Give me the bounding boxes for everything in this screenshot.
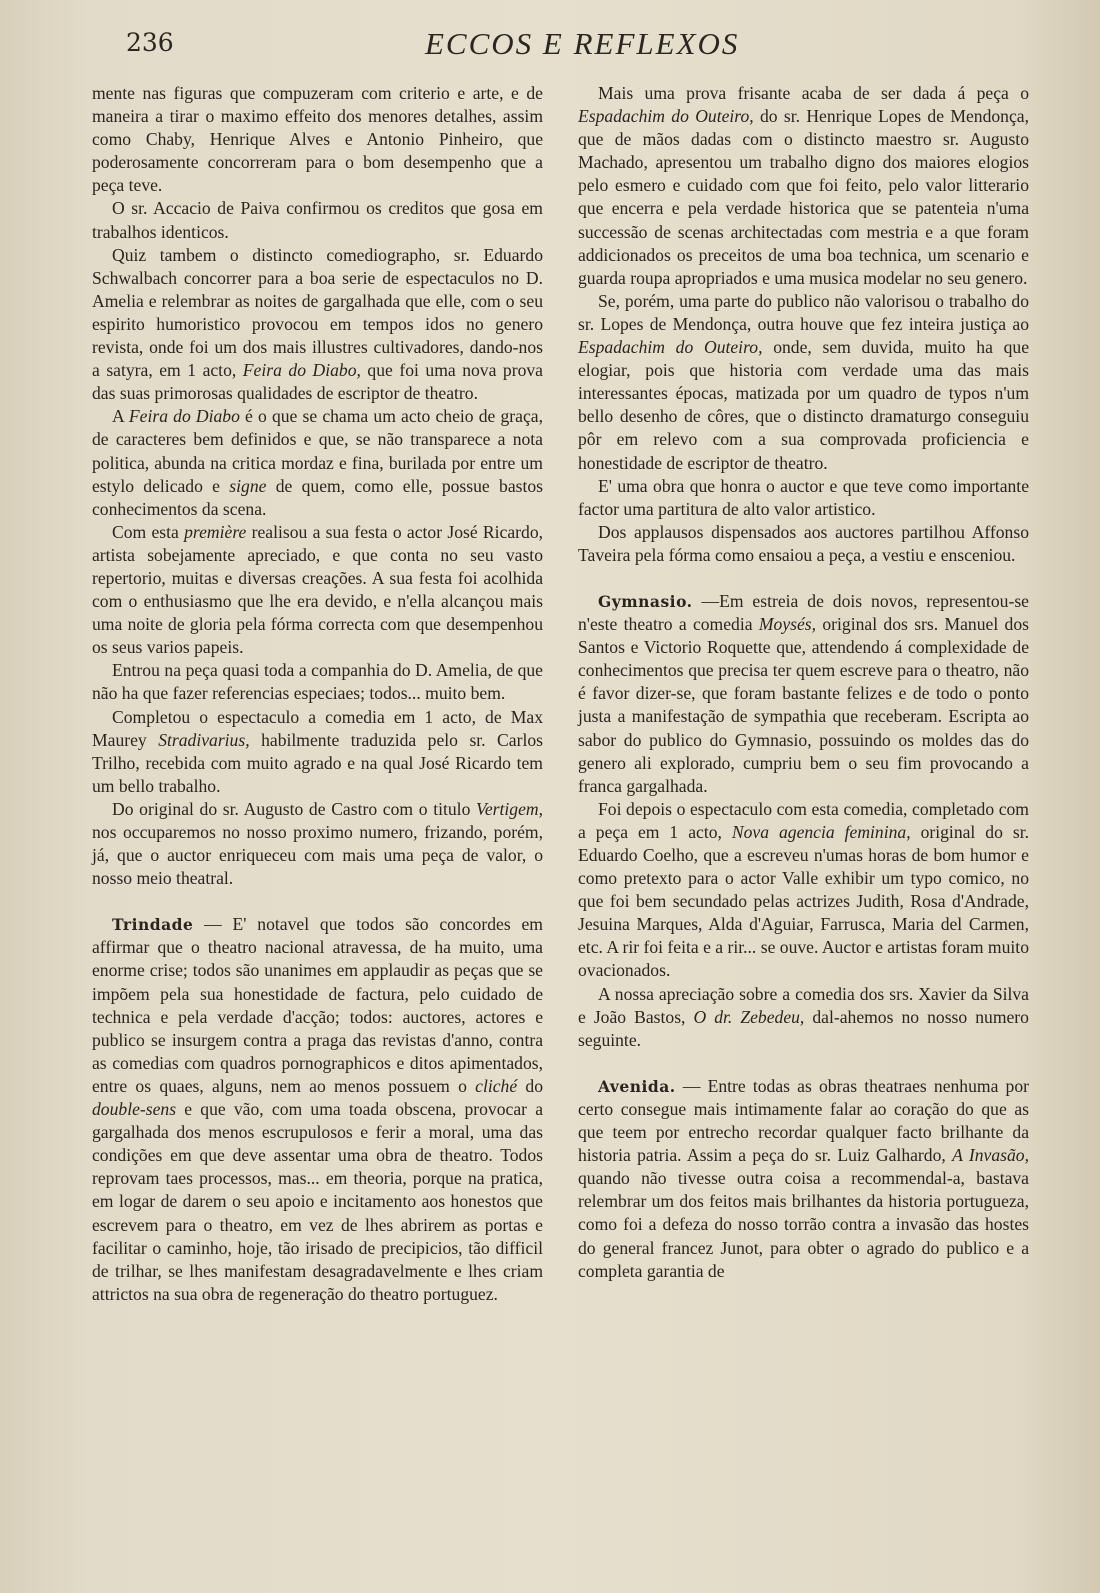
paragraph: O sr. Accacio de Paiva confirmou os creditos que gosa em trabalhos identicos.	[92, 198, 543, 242]
paragraph: mente nas figuras que compuzeram com criterio e arte, e de maneira a tirar o maximo effeito dos menores detalhes, assim como Chaby, Henrique Alves e Antonio Pinheiro, que poderosamente concorreram para o bom desempenho que a peça teve.	[92, 83, 543, 196]
page-number: 236	[126, 28, 174, 57]
paragraph: Mais uma prova frisante acaba de ser dada á peça o Espadachim do Outeiro, do sr. Henrique Lopes de Mendonça, que de mãos dadas com o distincto maestro sr. Augusto Machado, apresentou um trabalho digno dos maiores elogios pelo esmero e cuidado com que foi feito, pelo valor litterario que encerra e pela verdade historica que se patenteia n'uma successão de scenas architectadas com mestria e a que foram addicionados os preceitos de uma boa technica, um scenario e guarda roupa apropriados e uma musica modelar no seu genero.	[578, 83, 1029, 288]
play-title: O dr. Zebedeu,	[693, 1006, 805, 1027]
section-heading-trindade: Trindade	[112, 915, 194, 935]
paragraph: Com esta première realisou a sua festa o actor José Ricardo, artista sobejamente apreciado, e que conta no seu vasto repertorio, muitas e diversas creações. A sua festa foi acolhida com o enthusiasmo que lhe era devido, e n'ella alcançou mais uma noite de gloria pela fórma correcta com que desempenhou os seus varios papeis.	[92, 521, 544, 658]
section-heading-avenida: Avenida.	[598, 1076, 676, 1096]
paragraph: A nossa apreciação sobre a comedia dos srs. Xavier da Silva e João Bastos, O dr. Zebedeu, dal-ahemos no nosso numero seguinte.	[578, 983, 1029, 1050]
play-title: Vertigem,	[476, 798, 543, 819]
section-gymnasio: Gymnasio. —Em estreia de dois novos, representou-se n'este theatro a comedia Moysés, original dos srs. Manuel dos Santos e Victorio Roquette que, attendendo á complexidade de conhecimentos que precisa ter quem escreve para o theatro, não é favor dizer-se, que foram bastante felizes e de todo o ponto justa a manifestação de sympathia que receberam. Escripta ao sabor do publico do Gymnasio, possuindo os moldes das do genero ali explorado, cumpriu bem o seu fim provocando a franca gargalhada.	[578, 590, 1029, 796]
page-header	[0, 24, 1100, 64]
paragraph: Entrou na peça quasi toda a companhia do D. Amelia, de que não ha que fazer referencias especiaes; todos... muito bem.	[92, 660, 543, 704]
play-title: Nova agencia feminina,	[731, 821, 911, 842]
left-column	[92, 82, 543, 1306]
paragraph: A Feira do Diabo é o que se chama um acto cheio de graça, de caracteres bem definidos e que, se não transparece a nota politica, abunda na critica mordaz e fina, burilada por entre um estylo delicado e signe de quem, como elle, possue bastos conhecimentos da scena.	[92, 406, 544, 519]
play-title: Espadachim do Outeiro,	[578, 106, 754, 127]
play-title: Moysés,	[758, 614, 817, 635]
paragraph: Se, porém, uma parte do publico não valorisou o trabalho do sr. Lopes de Mendonça, outra houve que fez inteira justiça ao Espadachim do Outeiro, onde, sem duvida, muito ha que elogiar, pois que historia com verdade uma das mais interessantes épocas, matizada por um quadro de typos n'um bello desenho de côres, que o distincto dramaturgo conseguiu pôr em relevo com a sua comprovada proficiencia e honestidade de escriptor de theatro.	[578, 290, 1029, 473]
play-title: Feira do Diabo,	[242, 360, 361, 381]
paragraph: Dos applausos dispensados aos auctores partilhou Affonso Taveira pela fórma como ensaiou a peça, a vestiu e ensceniou.	[578, 521, 1029, 565]
paragraph: Foi depois o espectaculo com esta comedia, completado com a peça em 1 acto, Nova agencia feminina, original do sr. Eduardo Coelho, que a escreveu n'umas horas de bom humor e como pretexto para o actor Valle exhibir um typo comico, no que foi bem secundado pelas actrizes Judith, Rosa d'Andrade, Jesuina Marques, Alda d'Aguiar, Farrusca, Maria del Carmen, etc. A rir foi feita e a rir... se ouve. Auctor e artistas foram muito ovacionados.	[578, 798, 1029, 981]
paragraph: Quiz tambem o distincto comediographo, sr. Eduardo Schwalbach concorrer para a boa serie de espectaculos no D. Amelia e relembrar as noites de gargalhada que elle, com o seu espirito humoristico provocou em tempos idos no genero revista, onde foi um dos mais illustres cultivadores, dando-nos a satyra, em 1 acto, Feira do Diabo, que foi uma nova prova das suas primorosas qualidades de escriptor de theatro.	[92, 244, 543, 404]
play-title: A Invasão,	[952, 1145, 1029, 1166]
play-title: Stradivarius,	[158, 729, 250, 750]
section-trindade: Trindade — E' notavel que todos são concordes em affirmar que o theatro nacional atravessa, de ha muito, uma enorme crise; todos são unanimes em applaudir as peças que se impõem pela sua honestidade de factura, pelo cuidado de technica e pela verdade d'acção; todos: auctores, actores e publico se insurgem contra a praga das revistas d'anno, contra as comedias com quadros pornographicos e ditos apimentados, entre os quaes, alguns, nem ao menos possuem o cliché do double-sens e que vão, com uma toada obscena, provocar a gargalhada dos menos escrupulosos e ferir a moral, uma das condições em que deve assentar uma obra de theatro. Todos reprovam taes processos, mas... em theoria, porque na pratica, em logar de darem o seu apoio e incitamento aos honestos que escrevem para o theatro, em vez de lhes abrirem as portas e facilitar o caminho, hoje, tão irisado de precipicios, tão difficil de trilhar, se lhes manifestam desagradavelmente e lhes criam attrictos na sua obra de regeneração do theatro portuguez.	[92, 914, 544, 1304]
play-title: Feira do Diabo	[128, 406, 240, 427]
section-avenida: Avenida. — Entre todas as obras theatraes nenhuma por certo consegue mais intimamente falar ao coração do que as que teem por entrecho recordar qualquer facto brilhante da historia patria. Assim a peça do sr. Luiz Galhardo, A Invasão, quando não tivesse outra coisa a recommendal-a, bastava relembrar um dos feitos mais brilhantes da historia portugueza, como foi a defeza do nosso torrão contra a invasão das hostes do general francez Junot, para obter o agrado do publico e a completa garantia de	[578, 1075, 1029, 1281]
play-title: Espadachim do Outeiro,	[578, 337, 763, 358]
paragraph: E' uma obra que honra o auctor e que teve como importante factor uma partitura de alto valor artistico.	[578, 475, 1029, 519]
right-column	[578, 82, 1029, 1283]
paragraph: Do original do sr. Augusto de Castro com o titulo Vertigem, nos occuparemos no nosso proximo numero, frizando, porém, já, que o auctor enriqueceu com mais uma peça de valor, o nosso meio theatral.	[92, 798, 543, 889]
running-title: ECCOS E REFLEXOS	[425, 26, 740, 61]
paragraph: Completou o espectaculo a comedia em 1 acto, de Max Maurey Stradivarius, habilmente traduzida pelo sr. Carlos Trilho, recebida com muito agrado e na qual José Ricardo tem um bello trabalho.	[92, 706, 543, 796]
section-heading-gymnasio: Gymnasio.	[598, 591, 693, 611]
